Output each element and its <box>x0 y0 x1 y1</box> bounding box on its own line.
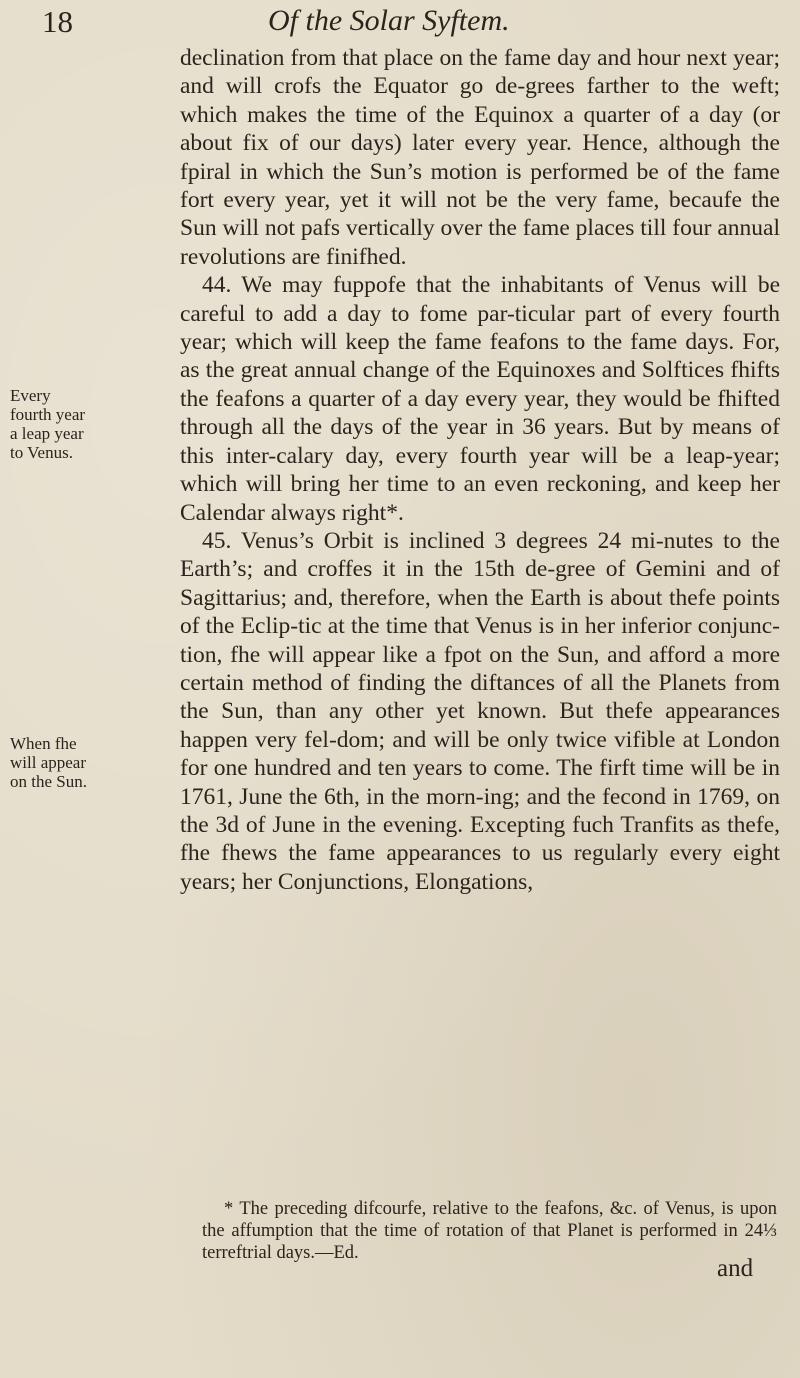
catchword: and <box>717 1255 754 1282</box>
margin-note-transit <box>10 734 100 791</box>
margin-note-line: Every <box>10 386 51 405</box>
paragraph-44: 44. We may fuppofe that the inhabitants of Venus will be careful to add a day to fome par-ticular part of every fourth year; which will keep the fame feafons to the fame days. For, as the great annual change of the Equinoxes and Solftices fhifts the feafons a quarter of a day every year, they would be fhifted through all the days of the year in 36 years. But by means of this inter-calary day, every fourth year will be a leap-year; which will bring her time to an even reckoning, and keep her Calendar always right*. <box>180 272 780 526</box>
margin-note-line: on the Sun. <box>10 772 87 791</box>
page-header <box>0 4 800 44</box>
margin-note-line: When fhe <box>10 734 77 753</box>
page-number: 18 <box>42 4 73 39</box>
paragraph-declination: declination from that place on the fame day and hour next year; and will crofs the Equator go de-grees farther to the weft; which makes the time of the Equinox a quarter of a day (or about fix of our days) later every year. Hence, although the fpiral in which the Sun’s motion is performed be of the fame fort every year, yet it will not be the very fame, becaufe the Sun will not pafs vertically over the fame places till four annual revolutions are finifhed. <box>180 45 780 270</box>
margin-note-line: to Venus. <box>10 443 73 462</box>
margin-note-line: fourth year <box>10 405 86 424</box>
body-text <box>180 44 780 896</box>
margin-note-leap-year <box>10 386 100 462</box>
paragraph-45: 45. Venus’s Orbit is inclined 3 degrees 24 mi-nutes to the Earth’s; and croffes it in the 15th de-gree of Gemini and of Sagittarius; and, therefore, when the Earth is about thefe points of the Eclip-tic at the time that Venus is in her inferior conjunc-tion, fhe will appear like a fpot on the Sun, and afford a more certain method of finding the diftances of all the Planets from the Sun, than any other yet known. But thefe appearances happen very fel-dom; and will be only twice vifible at London for one hundred and ten years to come. The firft time will be in 1761, June the 6th, in the morn-ing; and the fecond in 1769, on the 3d of June in the evening. Excepting fuch Tranfits as thefe, fhe fhews the fame appearances to us regularly every eight years; her Conjunctions, Elongations, <box>180 527 780 895</box>
footnote: * The preceding difcourfe, relative to the feafons, &c. of Venus, is upon the affumption that the time of rotation of that Planet is performed in 24⅓ terreftrial days.—Ed. <box>202 1199 777 1263</box>
running-head: Of the Solar Syftem. <box>268 4 510 37</box>
margin-note-line: will appear <box>10 753 86 772</box>
margin-note-line: a leap year <box>10 424 84 443</box>
